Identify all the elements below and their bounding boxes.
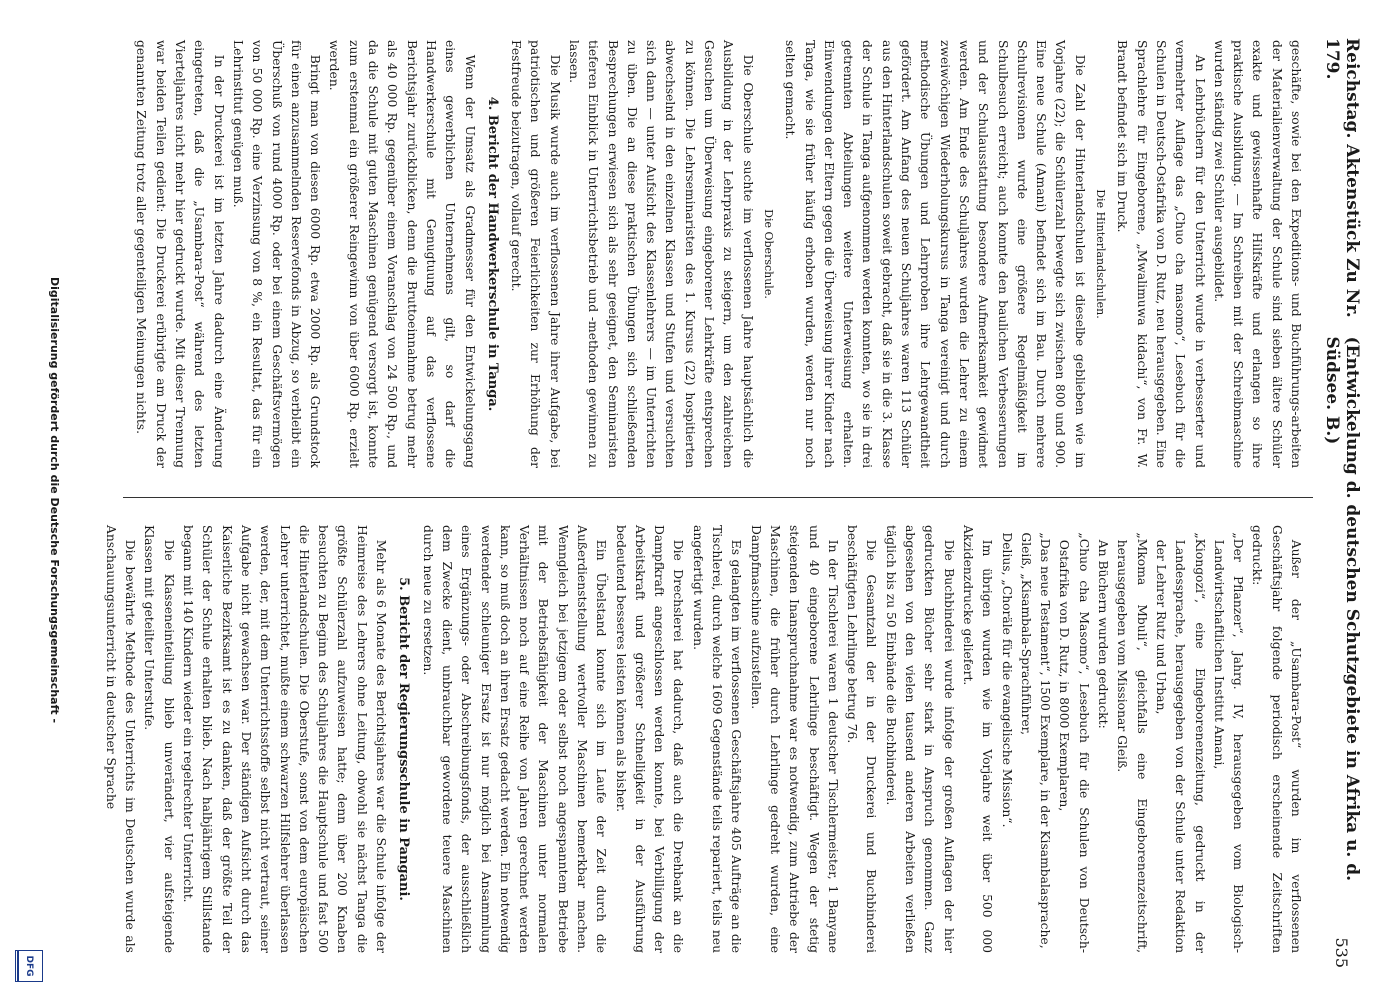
paragraph: Mehr als 6 Monate des Berichtsjahres war die Schule infolge der Heimreise des Lehrers ohne Leitung, obwohl sie nächst Tanga die größte Schülerzahl aufzuweisen hatte; denn über 200 Knaben besuchten zu Beginn des Schuljahres die Hauptschule und fast 500 die Hinterlandschulen. Die Oberstufe, sonst von dem europäischen Lehrer unterrichtet, mußte einem schwarzen Hilfslehrer überlassen werden, der, mit dem Unterrichtsstoffe selbst nicht vertraut, seiner Aufgabe nicht gewachsen war. Der ständigen Aufsicht durch das Kaiserliche Bezirksamt ist es zu danken, daß der größte Teil der Schüler der Schule erhalten blieb. Nach halbjährigem Stillstande begann mit 140 Kindern wieder ein regelrechter Unterricht.: [181, 525, 389, 953]
subheading: Die Oberschule.: [761, 209, 775, 299]
left-column: [115, 40, 1305, 468]
paragraph: geschäfte, sowie bei den Expeditions- und Buchführungs-arbeiten der Materialienverwaltung der Schule sind sieben ältere Schüler exakte und gewissenhafte Hilfskräfte und erlangen so ihre praktische Ausbildung. — Im Schreiben mit der Schreibmaschine wurden ständig zwei Schüler ausgebildet.: [1211, 40, 1303, 468]
subheading: Die Hinterlandschulen.: [1094, 189, 1108, 319]
list-item: „Kiongozi“, eine Eingeborenenzeitung, gedruckt in der Landessprache, herausgegeben von der Schule unter Redaktion der Lehrer Rutz und Urban,: [1153, 532, 1207, 953]
paragraph: Bringt man von diesen 6000 Rp. etwa 2000 Rp. als Grundstock für einen anzusammelnden Reservefonds in Abzug, so verbleibt ein Überschuß von rund 4000 Rp. oder bei einem Geschäftsvermögen von 50 000 Rp. eine Verzinsung von 8 %, ein Resultat, das für ein Lehrinstitut genügen muß.: [230, 40, 323, 468]
books-list: [996, 525, 1092, 953]
list-item: Delius, „Choräle für die evangelische Mission“.: [999, 532, 1014, 828]
section-heading: 5. Bericht der Regierungsschule in Pangani.: [396, 577, 412, 901]
dfg-logo: DFG: [15, 950, 43, 982]
header-left: Reichstag. Aktenstück Zu Nr. 179.: [1322, 38, 1362, 318]
paragraph: Ein Übelstand konnte sich im Laufe der Zeit durch die Außerdienststellung wertvoller Maschinen bemerkbar machen. Wenngleich bei jetzigem oder selbst noch angespanntem Betriebe mit der Betriebsfähigkeit der Maschinen unter normalen Verhältnissen noch auf eine Reihe von Jahren gerechnet werden kann, so muß doch an ihren Ersatz gedacht werden. Ein notwendig werdender schleuniger Ersatz ist nur möglich bei Ansammlung eines Ergänzungs- oder Abschreibungsfonds, der ausschließlich dem Zwecke dient, unbrauchbar gewordene teuere Maschinen durch neue zu ersetzen.: [420, 525, 609, 953]
digitization-credit: Digitalisierung gefördert durch die Deutsche Forschungsgemeinschaft -: [48, 276, 61, 724]
paragraph: An Büchern wurden gedruckt:: [1096, 539, 1111, 729]
periodicals-list: [1112, 525, 1247, 953]
list-item: „Das neue Testament“, 1500 Exemplare, in der Kisambalasprache,: [1038, 532, 1053, 949]
running-header: [1321, 38, 1363, 968]
page-number: 535: [1332, 937, 1352, 968]
paragraph: Die Zahl der Hinterlandschulen ist dieselbe geblieben wie im Vorjahre (22); die Schülerzahl bewegte sich zwischen 800 und 900. Eine neue Schule (Amani) befindet sich im Bau. Durch mehrere Schulrevisionen wurde eine größere Regelmäßigkeit im Schulbesuch erreicht; auch konnte den baulichen Verbesserungen und der Schulausstattung besondere Aufmerksamkeit gewidmet werden. Am Ende des Schuljahres wurden die Lehrer zu einem zweiwöchigen Wiederholungskursus in Tanga vereinigt und durch methodische Übungen und Lehrproben ihre Lehrgewandtheit gefördert. Am Anfang des neuen Schuljahres waren 113 Schüler aus den Hinterlandschulen soweit gebracht, daß sie in die 3. Klasse der Schule in Tanga aufgenommen werden konnten, wo sie in drei getrennten Abteilungen weitere Unterweisung erhalten. Einwendungen der Eltern gegen die Überweisung ihrer Kinder nach Tanga, wie sie früher häufig erhoben wurden, werden nur noch selten gemacht.: [783, 40, 1087, 469]
paragraph: An Lehrbüchern für den Unterricht wurde in verbesserter und vermehrter Auflage das „Chuo cha masomo“, Lesebuch für die Schulen in Deutsch-Ostafrika von D. Rutz, neu herausgegeben. Eine Sprachlehre für Eingeborene, „Mwalimuwa kidachi“, von Fr. W. Brandt befindet sich im Druck.: [1115, 40, 1207, 468]
paragraph: Die Oberschule suchte im verflossenen Jahre hauptsächlich die Ausbildung in der Lehrpraxis zu steigern, um den zahlreichen Gesuchen um Überweisung eingeborener Lehrkräfte entsprechen zu können. Die Lehrseminaristen des 1. Kursus (22) hospitierten abwechselnd in den einzelnen Klassen und Stufen und versuchten sich dann — unter Aufsicht des Klassenlehrers — im Unterrichten zu üben. Die an diese praktischen Übungen sich schließenden Besprechungen erwiesen sich als sehr geeignet, den Seminaristen tieferen Einblick in Unterrichtsbetrieb und -methoden gewinnen zu lassen.: [567, 40, 755, 468]
list-item: „Chuo cha Masomo“, Lesebuch für die Schulen von Deutsch-Ostafrika von D. Rutz, in 8000 Exemplaren,: [1057, 532, 1091, 953]
paragraph: Die Buchbinderei wurde infolge der großen Auflagen der hier gedruckten Bücher sehr stark in Anspruch genommen. Ganz abgesehen von den vielen tausend anderen Arbeiten verließen täglich bis zu 50 Einbände die Buchbinderei.: [883, 525, 956, 953]
paragraph: Die Klasseneinteilung blieb unverändert, vier aufsteigende Klassen mit geteilter Unterstufe.: [142, 525, 176, 953]
paragraph: In der Druckerei ist im letzten Jahre dadurch eine Änderung eingetreten, daß die „Usambara-Post“ während des letzten Vierteljahres nicht mehr hier gedruckt wurde. Mit dieser Trennung war beiden Teilen gedient: Die Druckerei erübrigte am Druck der genannten Zeitung trotz aller gegenteiligen Meinungen nichts.: [134, 40, 226, 468]
paragraph: Die Musik wurde auch im verflossenen Jahre ihrer Aufgabe, bei patriotischen und größeren Feierlichkeiten zur Erhöhung der Festfreude beizutragen, vollauf gerecht.: [509, 40, 562, 468]
list-item: Gleiß, „Kisambala-Sprachführer,: [1018, 532, 1033, 736]
right-column: [103, 525, 1305, 953]
paragraph: Es gelangten im verflossenen Geschäftsjahre 405 Aufträge an die Tischlerei, durch welche 1609 Gegenstände teils repariert, teils neu angefertigt wurden.: [690, 525, 744, 953]
paragraph: Die Drechslerei hat dadurch, daß auch die Drehbank an die Dampfkraft angeschlossen werden konnte, bei Verbilligung der Arbeitskraft und größerer Schnelligkeit in der Ausführung bedeutend besseres leisten können als bisher.: [613, 525, 686, 953]
paragraph: Die bewährte Methode des Unterrichts im Deutschen wurde als Anschauungsunterricht in deutscher Sprache: [103, 525, 138, 953]
logo-underline: [17, 950, 19, 982]
paragraph: Im übrigen wurden wie im Vorjahre weit über 500 000 Akzidenzdrucke geliefert.: [960, 525, 995, 953]
paragraph: Wenn der Umsatz als Gradmesser für den Entwickelungsgang eines gewerblichen Unternehmens gilt, so darf die Handwerkerschule mit Genugtuung auf das verflossene Berichtsjahr zurückblicken, denn die Bruttoeinnahme betrug mehr als 40 000 Rp. gegenüber einem Voranschlag von 24 500 Rp., und da die Schule mit guten Maschinen genügend versorgt ist, konnte zum erstenmal ein größerer Reingewinn von über 6000 Rp. erzielt werden.: [327, 40, 477, 468]
paragraph: In der Tischlerei waren 1 deutscher Tischlermeister, 1 Banyane und 40 eingeborene Lehrlinge beschäftigt. Wegen der stetig steigenden Inanspruchnahme war es notwendig, zum Antriebe der Maschinen, die früher durch Lehrlinge gedreht wurden, eine Dampfmaschine aufzustellen.: [748, 525, 840, 953]
paragraph: Die Gesamtzahl der in der Druckerei und Buchbinderei beschäftigten Lehrlinge betrug 76.: [845, 525, 879, 953]
header-center: (Entwickelung d. deutschen Schutzgebiete in Afrika u. d. Südsee. B.): [1322, 336, 1362, 882]
paragraph: Außer der „Usambara-Post“ wurden im verflossenen Geschäftsjahr folgende periodisch erscheinende Zeitschriften gedruckt:: [1250, 525, 1303, 953]
list-item: „Mkoma Mbuli“, gleichfalls eine Eingeborenenzeitschrift, herausgegeben vom Missionar Gleiß.: [1115, 532, 1149, 953]
list-item: „Der Pflanzer“, Jahrg. IV, herausgegeben vom Biologisch-Landwirtschaftlichen Institut Amani,: [1211, 532, 1246, 953]
column-divider: [123, 497, 1313, 498]
section-heading: 4. Bericht der Handwerkerschule in Tanga.: [484, 96, 500, 412]
